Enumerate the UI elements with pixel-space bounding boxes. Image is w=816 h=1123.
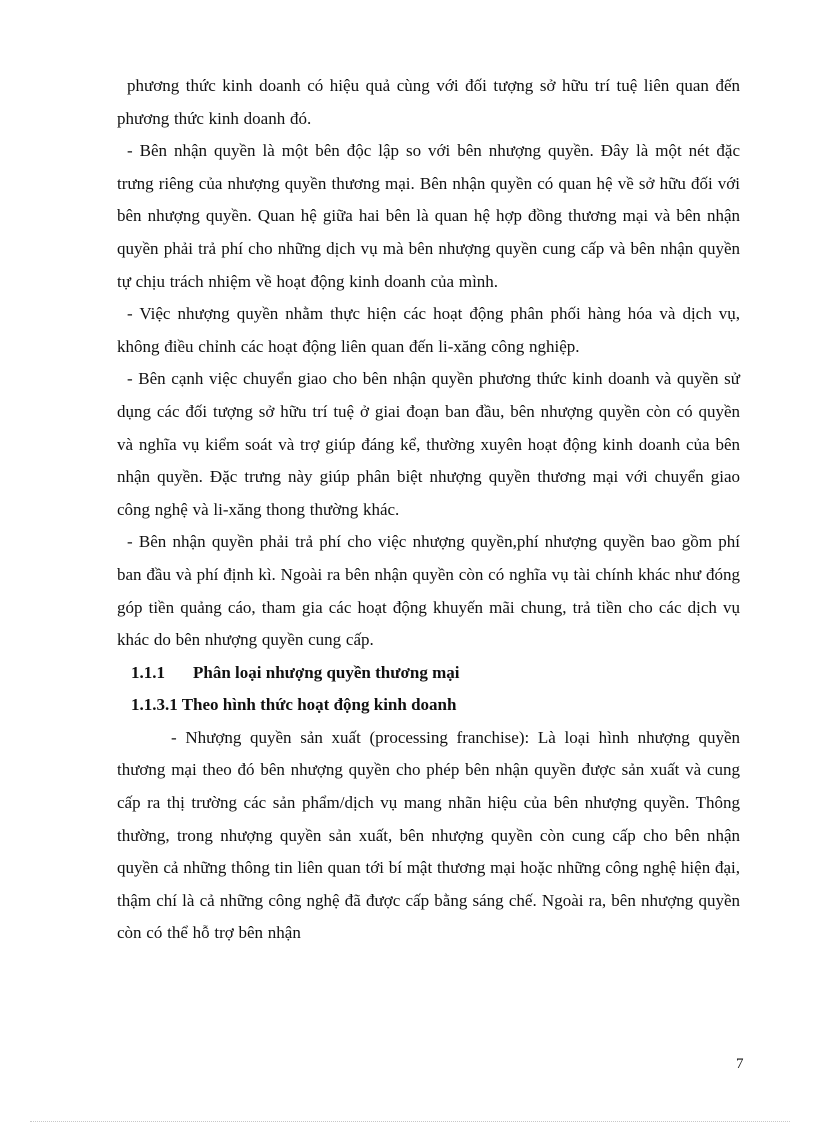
paragraph-fees: - Bên nhận quyền phải trả phí cho việc nhượng quyền,phí nhượng quyền bao gồm phí ban đầu và phí định kì. Ngoài ra bên nhận quyền còn có nghĩa vụ tài chính khác như đóng góp tiền quảng cáo, tham gia các hoạt động khuyến mãi chung, trả tiền cho các dịch vụ khác do bên nhượng quyền cung cấp. [117,532,740,650]
section-heading [117,657,740,690]
paragraph-distribution: - Việc nhượng quyền nhằm thực hiện các hoạt động phân phối hàng hóa và dịch vụ, không điều chỉnh các hoạt động liên quan đến li-xăng công nghiệp. [117,304,740,356]
paragraph-continuation: phương thức kinh doanh có hiệu quả cùng với đối tượng sở hữu trí tuệ liên quan đến phương thức kinh doanh đó. [117,76,740,128]
paragraph-control-support: - Bên cạnh việc chuyển giao cho bên nhận quyền phương thức kinh doanh và quyền sử dụng các đối tượng sở hữu trí tuệ ở giai đoạn ban đầu, bên nhượng quyền còn có quyền và nghĩa vụ kiểm soát và trợ giúp đáng kể, thường xuyên hoạt động kinh doanh của bên nhận quyền. Đặc trưng này giúp phân biệt nhượng quyền thương mại với chuyển giao công nghệ và li-xăng thong thường khác. [117,369,740,519]
page-bottom-divider [30,1121,790,1122]
section-title: Phân loại nhượng quyền thương mại [193,662,460,682]
page-number: 7 [736,1056,744,1072]
body-text [117,70,740,950]
section-number: 1.1.1 [131,662,165,682]
paragraph-independent-party: - Bên nhận quyền là một bên độc lập so với bên nhượng quyền. Đây là một nét đặc trưng riêng của nhượng quyền thương mại. Bên nhận quyền có quan hệ về sở hữu đối với bên nhượng quyền. Quan hệ giữa hai bên là quan hệ hợp đồng thương mại và bên nhận quyền phải trả phí cho những dịch vụ mà bên nhượng quyền cung cấp và bên nhận quyền tự chịu trách nhiệm về hoạt động kinh doanh của mình. [117,141,740,291]
subsection-heading: 1.1.3.1 Theo hình thức hoạt động kinh doanh [131,695,457,715]
paragraph-processing-franchise: - Nhượng quyền sản xuất (processing franchise): Là loại hình nhượng quyền thương mại theo đó bên nhượng quyền cho phép bên nhận quyền được sản xuất và cung cấp ra thị trường các sản phẩm/dịch vụ mang nhãn hiệu của bên nhượng quyền. Thông thường, trong nhượng quyền sản xuất, bên nhượng quyền còn cung cấp cho bên nhận quyền cả những thông tin liên quan tới bí mật thương mại hoặc những công nghệ hiện đại, thậm chí là cả những công nghệ đã được cấp bằng sáng chế. Ngoài ra, bên nhượng quyền còn có thể hỗ trợ bên nhận [117,727,740,943]
